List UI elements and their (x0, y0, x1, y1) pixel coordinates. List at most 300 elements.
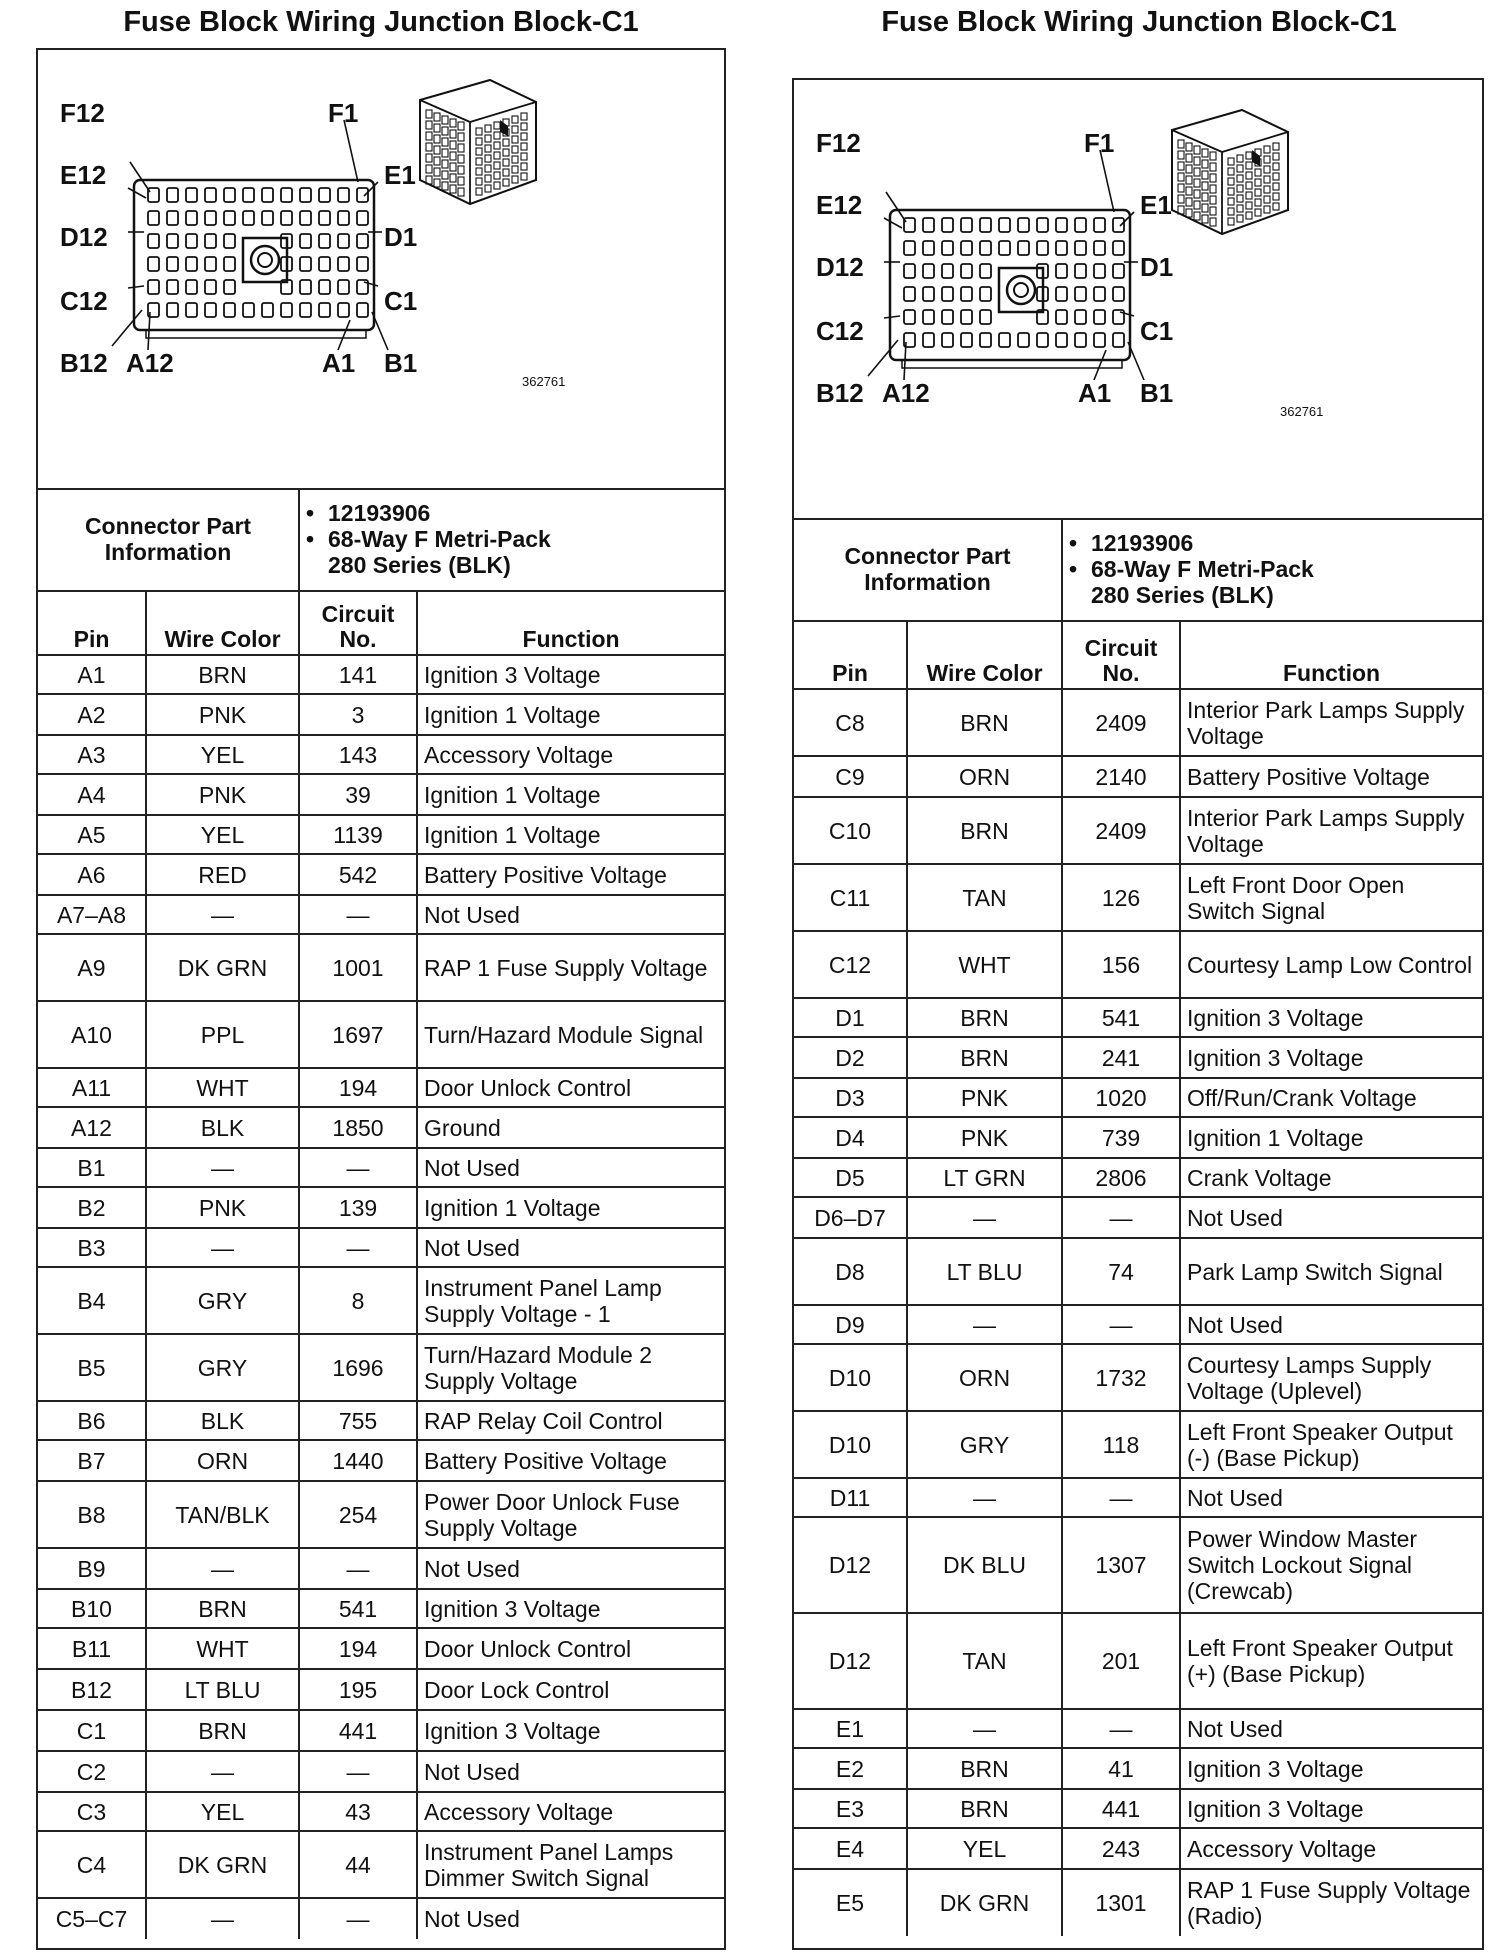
table-row (38, 895, 724, 934)
circuit-cell: — (1062, 1305, 1180, 1344)
wire-color-cell: PNK (907, 1117, 1062, 1158)
perspective-cavity (1255, 189, 1261, 196)
pin-cavity (319, 257, 330, 271)
perspective-cavity (1178, 173, 1184, 181)
perspective-cavity (434, 146, 440, 154)
pin-cavity (961, 264, 972, 278)
wire-color-cell: — (907, 1197, 1062, 1238)
connector-info-values (299, 488, 724, 591)
circuit-cell: 143 (299, 735, 417, 774)
drawing-code: 362761 (1280, 404, 1324, 419)
table-row (794, 1344, 1482, 1411)
function-cell: Ignition 1 Voltage (417, 1187, 724, 1228)
perspective-cavity (442, 138, 448, 146)
pin-cavity (942, 264, 953, 278)
connector-series: 280 Series (BLK) (328, 552, 511, 578)
pin-cell: B5 (38, 1334, 146, 1401)
leader-line (884, 218, 902, 228)
circuit-cell: — (1062, 1478, 1180, 1517)
pin-label-b1: B1 (1140, 378, 1174, 408)
pin-cell: E4 (794, 1828, 907, 1869)
perspective-cavity (450, 119, 456, 127)
header-function: Function (1180, 621, 1482, 689)
table-row (38, 1334, 724, 1401)
pin-cell: A6 (38, 854, 146, 895)
circuit-cell: 201 (1062, 1613, 1180, 1709)
pin-cavity (167, 211, 178, 225)
function-cell: Ignition 1 Voltage (417, 694, 724, 735)
wire-color-cell: DK BLU (907, 1517, 1062, 1613)
perspective-cavity (521, 153, 527, 160)
function-cell: Ignition 3 Voltage (1180, 1789, 1482, 1828)
pin-cell: A11 (38, 1068, 146, 1107)
pin-cell: B11 (38, 1628, 146, 1669)
pin-cavity (999, 241, 1010, 255)
perspective-cavity (512, 156, 518, 163)
function-cell: Ignition 3 Voltage (417, 1589, 724, 1628)
pin-cavity (1094, 287, 1105, 301)
perspective-cavity (494, 152, 500, 159)
perspective-cavity (485, 125, 491, 132)
table-row (794, 1078, 1482, 1117)
pin-cavity (243, 188, 254, 202)
perspective-cavity (1202, 204, 1208, 212)
table-row (38, 735, 724, 774)
wire-color-cell: GRY (907, 1411, 1062, 1478)
wire-color-cell: PNK (907, 1078, 1062, 1117)
pin-cavity (1037, 333, 1048, 347)
leader-line (884, 316, 900, 318)
wire-color-cell: — (907, 1305, 1062, 1344)
table-row (794, 797, 1482, 864)
pin-cavity (980, 264, 991, 278)
leader-line (868, 340, 898, 376)
pin-cell: B8 (38, 1481, 146, 1548)
wire-color-cell: BRN (907, 689, 1062, 756)
wire-color-cell: RED (146, 854, 299, 895)
circuit-cell: 126 (1062, 864, 1180, 931)
pin-cavity (186, 211, 197, 225)
wire-color-cell: WHT (907, 931, 1062, 998)
pin-cell: A12 (38, 1107, 146, 1148)
circuit-cell: 1732 (1062, 1344, 1180, 1411)
pin-cavity (224, 211, 235, 225)
pin-cell: C4 (38, 1831, 146, 1898)
wire-color-cell: — (907, 1709, 1062, 1748)
right-pinout-table (794, 518, 1482, 1936)
perspective-cavity (1264, 186, 1270, 193)
table-row (794, 1748, 1482, 1789)
perspective-cavity (426, 121, 432, 129)
pin-cavity (1113, 333, 1124, 347)
pin-cell: C12 (794, 931, 907, 998)
perspective-cavity (476, 158, 482, 165)
perspective-cavity (521, 143, 527, 150)
wire-color-cell: DK GRN (146, 1831, 299, 1898)
function-cell: Battery Positive Voltage (417, 1440, 724, 1481)
perspective-cavity (458, 166, 464, 174)
part-number: • 12193906 (328, 500, 718, 526)
pin-cavity (904, 310, 915, 324)
circuit-cell: 1440 (299, 1440, 417, 1481)
function-cell: RAP Relay Coil Control (417, 1401, 724, 1440)
circuit-cell: 44 (299, 1831, 417, 1898)
circuit-cell: 541 (1062, 998, 1180, 1037)
wire-color-cell: TAN (907, 864, 1062, 931)
perspective-cavity (426, 110, 432, 118)
pin-cell: D5 (794, 1158, 907, 1197)
perspective-cavity (426, 143, 432, 151)
pin-cell: B7 (38, 1440, 146, 1481)
perspective-cavity (1186, 176, 1192, 184)
perspective-cavity (1202, 215, 1208, 223)
function-cell: RAP 1 Fuse Supply Voltage (Radio) (1180, 1869, 1482, 1936)
circuit-cell: — (299, 895, 417, 934)
pin-cell: D8 (794, 1238, 907, 1305)
pin-cavity (319, 234, 330, 248)
perspective-cavity (512, 116, 518, 123)
perspective-cavity (1246, 202, 1252, 209)
pin-cavity (224, 188, 235, 202)
pin-cavity (357, 188, 368, 202)
perspective-cavity (1202, 160, 1208, 168)
pin-cavity (980, 310, 991, 324)
connector-info-label: Connector Part Information (794, 518, 1062, 621)
function-cell: Ignition 3 Voltage (1180, 998, 1482, 1037)
pin-cavity (942, 241, 953, 255)
perspective-cavity (1186, 154, 1192, 162)
perspective-cavity (485, 135, 491, 142)
table-row (38, 1187, 724, 1228)
pin-label-f12: F12 (60, 98, 105, 128)
pin-cavity (338, 303, 349, 317)
table-row (38, 1548, 724, 1589)
pin-cell: A1 (38, 655, 146, 694)
circuit-cell: 441 (299, 1710, 417, 1751)
perspective-cavity (450, 163, 456, 171)
function-cell: Power Window Master Switch Lockout Signal (Crewcab) (1180, 1517, 1482, 1613)
function-cell: Not Used (417, 1148, 724, 1187)
pin-cavity (167, 188, 178, 202)
pin-label-d12: D12 (60, 222, 108, 252)
pin-cavity (357, 211, 368, 225)
pin-cell: C8 (794, 689, 907, 756)
perspective-cavity (1186, 187, 1192, 195)
wire-color-cell: LT BLU (907, 1238, 1062, 1305)
leader-line (148, 312, 150, 350)
wire-color-cell: BRN (907, 1748, 1062, 1789)
function-cell: Door Lock Control (417, 1669, 724, 1710)
function-cell: Not Used (417, 1548, 724, 1589)
perspective-cavity (1273, 173, 1279, 180)
wire-color-cell: YEL (146, 815, 299, 854)
circuit-cell: — (299, 1898, 417, 1939)
wire-color-cell: — (146, 1751, 299, 1792)
wire-color-cell: TAN (907, 1613, 1062, 1709)
pin-cavity (1075, 287, 1086, 301)
table-row (38, 1068, 724, 1107)
pin-cavity (1094, 333, 1105, 347)
perspective-cavity (476, 188, 482, 195)
pin-cavity (338, 257, 349, 271)
table-row (794, 1158, 1482, 1197)
perspective-cavity (442, 149, 448, 157)
perspective-cavity (434, 179, 440, 187)
pin-label-c1: C1 (1140, 316, 1174, 346)
center-post-hole (1007, 276, 1035, 304)
pin-cavity (262, 211, 273, 225)
perspective-cavity (1194, 212, 1200, 220)
pin-cavity (300, 188, 311, 202)
pin-cavity (338, 188, 349, 202)
perspective-cavity (442, 116, 448, 124)
perspective-cavity (521, 133, 527, 140)
function-cell: Ignition 1 Voltage (417, 774, 724, 815)
circuit-cell: 2409 (1062, 797, 1180, 864)
perspective-cavity (1194, 190, 1200, 198)
table-row (38, 934, 724, 1001)
pin-cavity (357, 303, 368, 317)
perspective-cavity (503, 169, 509, 176)
perspective-cavity (521, 123, 527, 130)
pin-label-b12: B12 (60, 348, 108, 378)
table-row (794, 1709, 1482, 1748)
perspective-cavity (1255, 169, 1261, 176)
wire-color-cell: BRN (146, 655, 299, 694)
circuit-cell: 542 (299, 854, 417, 895)
perspective-cavity (1178, 195, 1184, 203)
connector-info-row (38, 488, 724, 591)
pin-cell: B6 (38, 1401, 146, 1440)
table-row (38, 1751, 724, 1792)
function-cell: Turn/Hazard Module 2 Supply Voltage (417, 1334, 724, 1401)
circuit-cell: 1020 (1062, 1078, 1180, 1117)
pin-label-c1: C1 (384, 286, 418, 316)
perspective-cavity (1246, 212, 1252, 219)
function-cell: Battery Positive Voltage (1180, 756, 1482, 797)
table-row (38, 1831, 724, 1898)
table-row (794, 1197, 1482, 1238)
perspective-cavity (485, 165, 491, 172)
wire-color-cell: TAN/BLK (146, 1481, 299, 1548)
function-cell: Not Used (417, 1228, 724, 1267)
function-cell: Courtesy Lamps Supply Voltage (Uplevel) (1180, 1344, 1482, 1411)
pin-cell: B1 (38, 1148, 146, 1187)
pin-cell: E2 (794, 1748, 907, 1789)
pin-cavity (961, 241, 972, 255)
perspective-cavity (512, 136, 518, 143)
perspective-cavity (450, 174, 456, 182)
circuit-cell: — (299, 1228, 417, 1267)
leader-line (128, 188, 146, 198)
perspective-cavity (494, 122, 500, 129)
pin-label-a1: A1 (1078, 378, 1112, 408)
pin-cavity (980, 287, 991, 301)
perspective-cavity (442, 171, 448, 179)
connector-type: • 68-Way F Metri-Pack (1091, 556, 1476, 582)
perspective-cavity (1255, 179, 1261, 186)
leader-line (112, 310, 142, 346)
function-cell: Park Lamp Switch Signal (1180, 1238, 1482, 1305)
perspective-cavity (1186, 209, 1192, 217)
pin-cavity (205, 257, 216, 271)
perspective-cavity (458, 155, 464, 163)
pin-cell: D2 (794, 1037, 907, 1078)
function-cell: Courtesy Lamp Low Control (1180, 931, 1482, 998)
pin-label-e12: E12 (816, 190, 863, 220)
wire-color-cell: — (146, 895, 299, 934)
pin-cavity (300, 234, 311, 248)
pin-cell: C1 (38, 1710, 146, 1751)
leader-line (344, 120, 358, 182)
pin-cavity (224, 234, 235, 248)
perspective-cavity (1273, 143, 1279, 150)
function-cell: Left Front Speaker Output (-) (Base Pickup) (1180, 1411, 1482, 1478)
pin-cavity (923, 287, 934, 301)
pin-cavity (281, 188, 292, 202)
pin-cavity (205, 303, 216, 317)
pin-cell: A7–A8 (38, 895, 146, 934)
pin-cavity (205, 188, 216, 202)
function-cell: Not Used (417, 1898, 724, 1939)
pin-label-c12: C12 (816, 316, 864, 346)
wire-color-cell: BRN (146, 1589, 299, 1628)
perspective-cavity (485, 155, 491, 162)
circuit-cell: 41 (1062, 1748, 1180, 1789)
pin-cavity (300, 211, 311, 225)
pin-cavity (980, 218, 991, 232)
table-row (38, 1440, 724, 1481)
right-panel (792, 78, 1484, 1950)
perspective-cavity (1228, 208, 1234, 215)
pin-cavity (300, 303, 311, 317)
perspective-cavity (1194, 146, 1200, 154)
wire-color-cell: ORN (907, 1344, 1062, 1411)
drawing-code: 362761 (522, 374, 566, 389)
circuit-cell: 541 (299, 1589, 417, 1628)
left-connector-diagram (38, 50, 724, 490)
connector-perspective-view (420, 80, 536, 204)
pin-cavity (262, 188, 273, 202)
wire-color-cell: BRN (907, 1789, 1062, 1828)
left-title: Fuse Block Wiring Junction Block-C1 (123, 6, 639, 38)
perspective-cavity (1228, 198, 1234, 205)
table-row (38, 854, 724, 895)
pin-cavity (148, 280, 159, 294)
wire-color-cell: BRN (146, 1710, 299, 1751)
pin-cavity (923, 333, 934, 347)
circuit-cell: 755 (299, 1401, 417, 1440)
left-panel (36, 48, 726, 1950)
pin-cavity (243, 303, 254, 317)
table-row (38, 1898, 724, 1939)
pin-label-d12: D12 (816, 252, 864, 282)
perspective-cavity (1264, 176, 1270, 183)
table-row (794, 1478, 1482, 1517)
perspective-cavity (1228, 168, 1234, 175)
leader-line (372, 312, 388, 350)
circuit-cell: 2806 (1062, 1158, 1180, 1197)
pin-cell: D3 (794, 1078, 907, 1117)
header-wire-color: Wire Color (146, 591, 299, 655)
table-row (38, 1107, 724, 1148)
circuit-cell: 139 (299, 1187, 417, 1228)
pin-label-f1: F1 (328, 98, 359, 128)
pin-cavity (1113, 218, 1124, 232)
perspective-cavity (476, 138, 482, 145)
circuit-cell: 1307 (1062, 1517, 1180, 1613)
table-row (794, 1828, 1482, 1869)
circuit-cell: 1697 (299, 1001, 417, 1068)
pin-cavity (942, 310, 953, 324)
perspective-cavity (1273, 153, 1279, 160)
wire-color-cell: YEL (907, 1828, 1062, 1869)
pin-cavity (319, 303, 330, 317)
pin-cell: D11 (794, 1478, 907, 1517)
pin-cavity (148, 257, 159, 271)
pin-cavity (999, 333, 1010, 347)
circuit-cell: 1850 (299, 1107, 417, 1148)
perspective-cavity (1246, 192, 1252, 199)
table-row (38, 1001, 724, 1068)
perspective-cavity (434, 157, 440, 165)
perspective-cavity (458, 188, 464, 196)
pin-cell: D12 (794, 1613, 907, 1709)
table-row (794, 931, 1482, 998)
table-row (38, 1710, 724, 1751)
pin-label-f1: F1 (1084, 128, 1115, 158)
pin-cavity (1056, 333, 1067, 347)
pin-cavity (167, 280, 178, 294)
perspective-cavity (1210, 207, 1216, 215)
circuit-cell: 254 (299, 1481, 417, 1548)
circuit-cell: 1696 (299, 1334, 417, 1401)
pin-cavity (980, 241, 991, 255)
pin-cavity (357, 234, 368, 248)
function-cell: Ignition 3 Voltage (1180, 1748, 1482, 1789)
wire-color-cell: YEL (146, 735, 299, 774)
perspective-cavity (494, 162, 500, 169)
function-cell: Instrument Panel Lamp Supply Voltage - 1 (417, 1267, 724, 1334)
pin-cell: D6–D7 (794, 1197, 907, 1238)
pin-cavity (205, 234, 216, 248)
wire-color-cell: PNK (146, 1187, 299, 1228)
wire-color-cell: WHT (146, 1068, 299, 1107)
pin-cell: E5 (794, 1869, 907, 1936)
pin-cavity (148, 234, 159, 248)
perspective-cavity (476, 168, 482, 175)
wire-color-cell: WHT (146, 1628, 299, 1669)
circuit-cell: 241 (1062, 1037, 1180, 1078)
perspective-cavity (1264, 166, 1270, 173)
function-cell: Not Used (1180, 1197, 1482, 1238)
pin-cell: C3 (38, 1792, 146, 1831)
circuit-cell: 441 (1062, 1789, 1180, 1828)
table-header-row (794, 621, 1482, 689)
wire-color-cell: PNK (146, 774, 299, 815)
perspective-cavity (476, 148, 482, 155)
pin-cell: B3 (38, 1228, 146, 1267)
table-row (794, 1869, 1482, 1936)
perspective-cavity (1255, 209, 1261, 216)
perspective-cavity (521, 173, 527, 180)
circuit-cell: — (1062, 1197, 1180, 1238)
wire-color-cell: BRN (907, 797, 1062, 864)
table-row (794, 1117, 1482, 1158)
pin-cavity (205, 280, 216, 294)
pin-cavity (1113, 287, 1124, 301)
wire-color-cell: — (146, 1548, 299, 1589)
